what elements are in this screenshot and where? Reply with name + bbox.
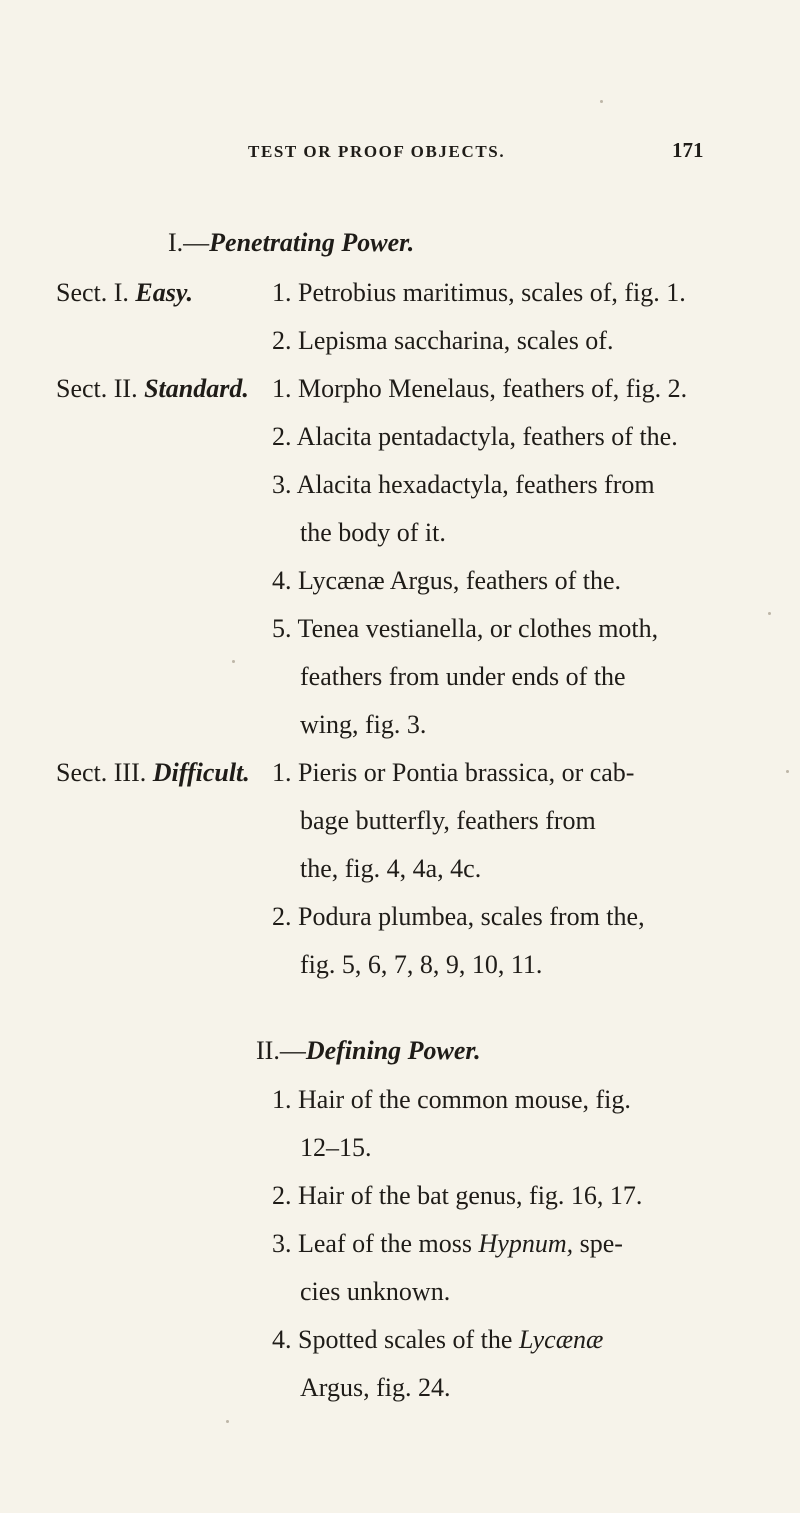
sect-label-difficult (56, 758, 250, 788)
sect-label-prefix: Sect. III. (56, 758, 153, 787)
paper-speck (600, 100, 603, 103)
sect-label-title: Standard. (144, 374, 249, 403)
section-heading-penetrating-power (168, 228, 414, 258)
list-item: 2. Podura plumbea, scales from the, (272, 902, 645, 931)
paper-speck (232, 660, 235, 663)
list-item: 1. Petrobius maritimus, scales of, fig. 1. (272, 278, 686, 307)
list-item-continuation: the, fig. 4, 4a, 4c. (300, 854, 482, 883)
list-item-text: 3. Leaf of the moss (272, 1229, 479, 1258)
sect-label-prefix: Sect. II. (56, 374, 145, 403)
section-heading-title: Penetrating Power. (209, 228, 415, 257)
paper-speck (226, 1420, 229, 1423)
sect-label-easy (56, 278, 193, 308)
sect-label-title: Difficult. (152, 758, 250, 787)
paper-speck (768, 612, 771, 615)
list-item: 2. Alacita pentadactyla, feathers of the. (272, 422, 678, 451)
list-item: 2. Hair of the bat genus, fig. 16, 17. (272, 1181, 643, 1210)
list-item-continuation: 12–15. (300, 1133, 372, 1162)
list-item-continuation: the body of it. (300, 518, 446, 547)
list-item-italic: Hypnum, (478, 1229, 574, 1258)
sect-label-standard (56, 374, 249, 404)
list-item-text: 4. Spotted scales of the (272, 1325, 519, 1354)
section-heading-prefix: I.— (168, 228, 210, 257)
list-item-text: spe- (573, 1229, 623, 1258)
sect-label-title: Easy. (135, 278, 193, 307)
list-item-continuation: Argus, fig. 24. (300, 1373, 451, 1402)
list-item: 1. Pieris or Pontia brassica, or cab- (272, 758, 635, 787)
sect-label-prefix: Sect. I. (56, 278, 136, 307)
list-item (272, 1325, 603, 1355)
list-item: 4. Lycænæ Argus, feathers of the. (272, 566, 622, 595)
paper-speck (786, 770, 789, 773)
list-item-italic: Lycænæ (518, 1325, 604, 1354)
section-heading-prefix: II.— (256, 1036, 306, 1065)
list-item-continuation: wing, fig. 3. (300, 710, 427, 739)
list-item-continuation: fig. 5, 6, 7, 8, 9, 10, 11. (300, 950, 543, 979)
list-item-continuation: bage butterfly, feathers from (300, 806, 596, 835)
running-header: TEST OR PROOF OBJECTS. (248, 142, 506, 161)
list-item: 5. Tenea vestianella, or clothes moth, (272, 614, 659, 643)
list-item: 3. Alacita hexadactyla, feathers from (272, 470, 655, 499)
list-item: 2. Lepisma saccharina, scales of. (272, 326, 614, 355)
list-item: 1. Hair of the common mouse, fig. (272, 1085, 631, 1114)
list-item (272, 1229, 623, 1259)
section-heading-title: Defining Power. (305, 1036, 481, 1065)
list-item: 1. Morpho Menelaus, feathers of, fig. 2. (272, 374, 688, 403)
page-number: 171 (672, 138, 704, 162)
section-heading-defining-power (256, 1036, 481, 1066)
list-item-continuation: feathers from under ends of the (300, 662, 626, 691)
list-item-continuation: cies unknown. (300, 1277, 451, 1306)
